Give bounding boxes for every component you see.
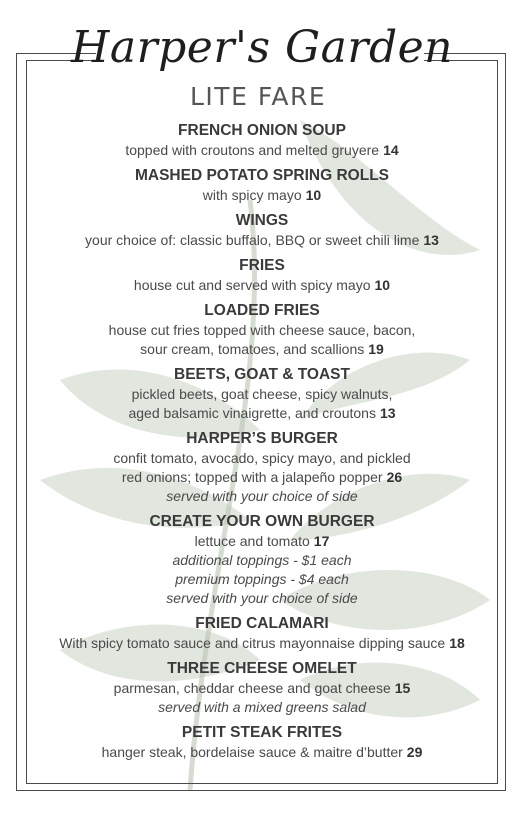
menu-item-description: topped with croutons and melted gruyere 14 (125, 142, 399, 158)
menu-item-price: 13 (379, 405, 396, 421)
menu-item (0, 511, 524, 608)
menu-item (0, 722, 524, 762)
menu-item-description: with spicy mayo 10 (202, 187, 322, 203)
menu-item-description: house cut and served with spicy mayo 10 (133, 277, 391, 293)
menu-item-description: hanger steak, bordelaise sauce & maitre d’butter 29 (101, 744, 423, 760)
restaurant-logo-title: Harper's Garden (71, 22, 453, 73)
menu-item-name: THREE CHEESE OMELET (167, 660, 357, 677)
menu-item (0, 613, 524, 653)
menu-item-price: 15 (394, 680, 411, 696)
menu-item (0, 300, 524, 359)
menu-item-price: 17 (313, 533, 330, 549)
menu-item-name: LOADED FRIES (204, 302, 320, 319)
menu-item-name: FRIED CALAMARI (195, 615, 329, 632)
menu-item-description: your choice of: classic buffalo, BBQ or sweet chili lime 13 (85, 232, 439, 248)
menu-item (0, 210, 524, 250)
menu-item (0, 364, 524, 423)
menu-item-price: 13 (423, 232, 439, 248)
menu-item-name: PETIT STEAK FRITES (181, 724, 343, 741)
menu-item-note: premium toppings - $4 each (175, 571, 349, 587)
menu-item-price: 14 (383, 142, 399, 158)
menu-item-price: 19 (368, 341, 384, 357)
menu-item-description: pickled beets, goat cheese, spicy walnuts, (131, 386, 393, 402)
menu-item-description: lettuce and tomato 17 (194, 533, 330, 549)
menu-item-name: FRIES (239, 257, 285, 274)
menu-item-name: HARPER’S BURGER (186, 430, 338, 447)
menu-item-description: parmesan, cheddar cheese and goat cheese 15 (113, 680, 411, 696)
menu-item-description: With spicy tomato sauce and citrus mayonnaise dipping sauce 18 (59, 635, 465, 651)
menu-item-price: 10 (374, 277, 391, 293)
menu-item (0, 658, 524, 717)
menu-item-price: 18 (449, 635, 465, 651)
menu-item-note: additional toppings - $1 each (172, 552, 352, 568)
menu-item (0, 255, 524, 295)
menu-item-name: CREATE YOUR OWN BURGER (149, 513, 375, 530)
section-title: LITE FARE (190, 82, 327, 111)
menu-item (0, 120, 524, 160)
menu-item (0, 165, 524, 205)
menu-item-price: 26 (386, 469, 403, 485)
menu-item-name: FRENCH ONION SOUP (178, 122, 346, 139)
menu-item-description: aged balsamic vinaigrette, and croutons 13 (128, 405, 396, 421)
menu-item-description: confit tomato, avocado, spicy mayo, and pickled (113, 450, 411, 466)
menu-item-name: WINGS (235, 212, 289, 229)
menu-list (0, 120, 524, 767)
menu-item-price: 29 (406, 744, 423, 760)
menu-item-note: served with your choice of side (166, 590, 358, 606)
menu-item-price: 10 (305, 187, 322, 203)
menu-item-name: BEETS, GOAT & TOAST (174, 366, 350, 383)
menu-item-note: served with your choice of side (166, 488, 358, 504)
menu-item-name: MASHED POTATO SPRING ROLLS (134, 167, 390, 184)
menu-item-description: sour cream, tomatoes, and scallions 19 (140, 341, 384, 357)
menu-item (0, 428, 524, 506)
menu-item-description: house cut fries topped with cheese sauce, bacon, (108, 322, 416, 338)
menu-item-note: served with a mixed greens salad (158, 699, 366, 715)
menu-item-description: red onions; topped with a jalapeño popper 26 (121, 469, 403, 485)
